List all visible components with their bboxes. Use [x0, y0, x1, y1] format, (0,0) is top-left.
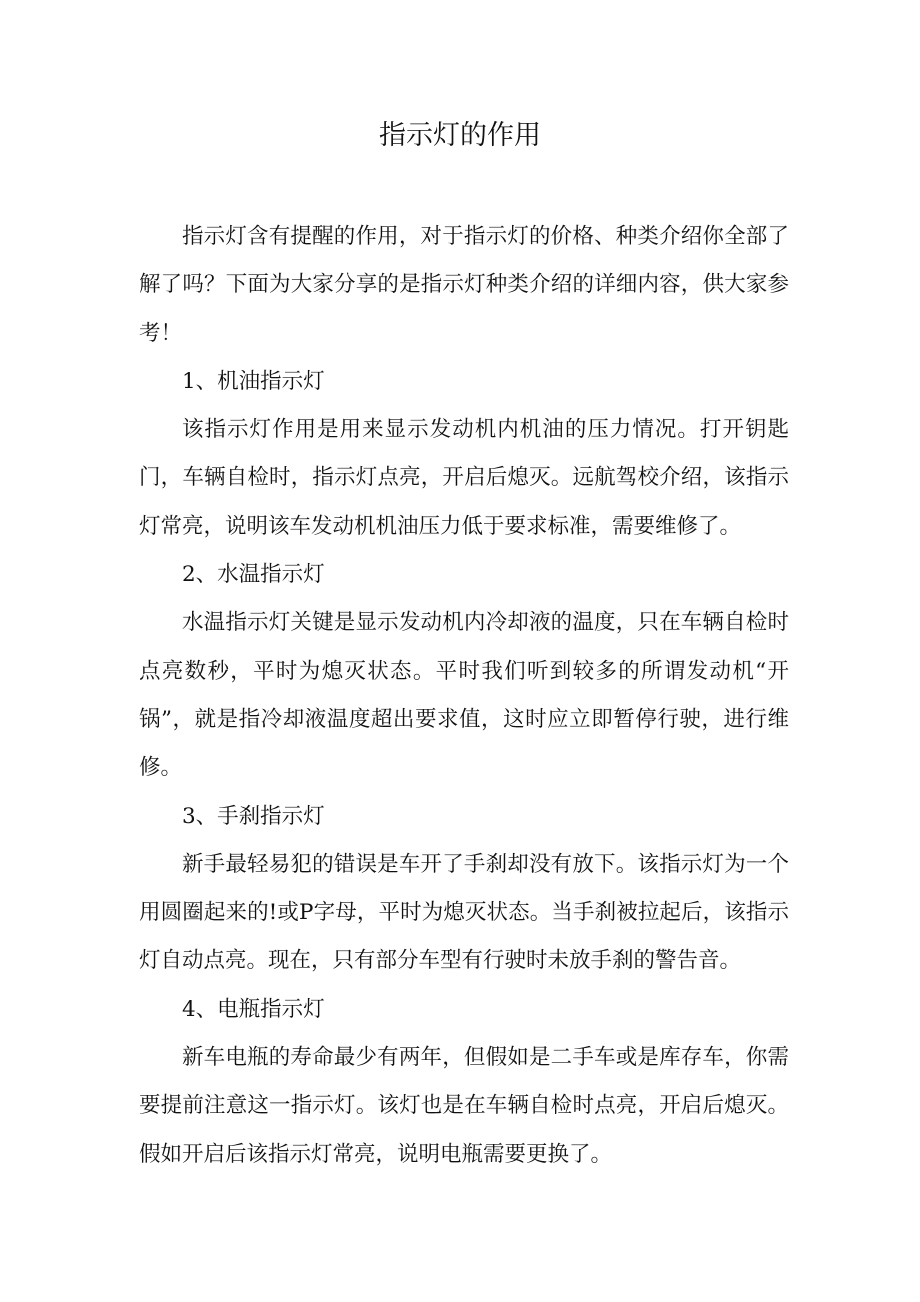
section-paragraph-handbrake: 新手最轻易犯的错误是车开了手刹却没有放下。该指示灯为一个用圆圈起来的!或P字母，平时为熄灭状态。当手刹被拉起后，该指示灯自动点亮。现在，只有部分车型有行驶时未放手刹的警告音。	[139, 851, 789, 974]
section-paragraph-oil: 该指示灯作用是用来显示发动机内机油的压力情况。打开钥匙门，车辆自检时，指示灯点亮，开启后熄灭。远航驾校介绍，该指示灯常亮，说明该车发动机机油压力低于要求标准，需要维修了。	[139, 417, 789, 539]
intro-paragraph: 指示灯含有提醒的作用，对于指示灯的价格、种类介绍你全部了解了吗？下面为大家分享的是指示灯种类介绍的详细内容，供大家参考！	[139, 224, 789, 346]
section-paragraph-battery: 新车电瓶的寿命最少有两年，但假如是二手车或是库存车，你需要提前注意这一指示灯。该灯也是在车辆自检时点亮，开启后熄灭。假如开启后该指示灯常亮，说明电瓶需要更换了。	[139, 1045, 789, 1167]
document-title: 指示灯的作用	[379, 120, 541, 151]
section-heading-oil: 1、机油指示灯	[182, 368, 325, 394]
section-heading-water-temp: 2、水温指示灯	[182, 562, 325, 588]
section-paragraph-water-temp: 水温指示灯关键是显示发动机内冷却液的温度，只在车辆自检时点亮数秒，平时为熄灭状态。平时我们听到较多的所谓发动机“开锅”，就是指冷却液温度超出要求值，这时应立即暂停行驶，进行维修。	[139, 610, 789, 781]
section-heading-handbrake: 3、手刹指示灯	[182, 803, 325, 829]
document-body	[139, 213, 789, 1179]
section-heading-battery: 4、电瓶指示灯	[182, 996, 325, 1022]
